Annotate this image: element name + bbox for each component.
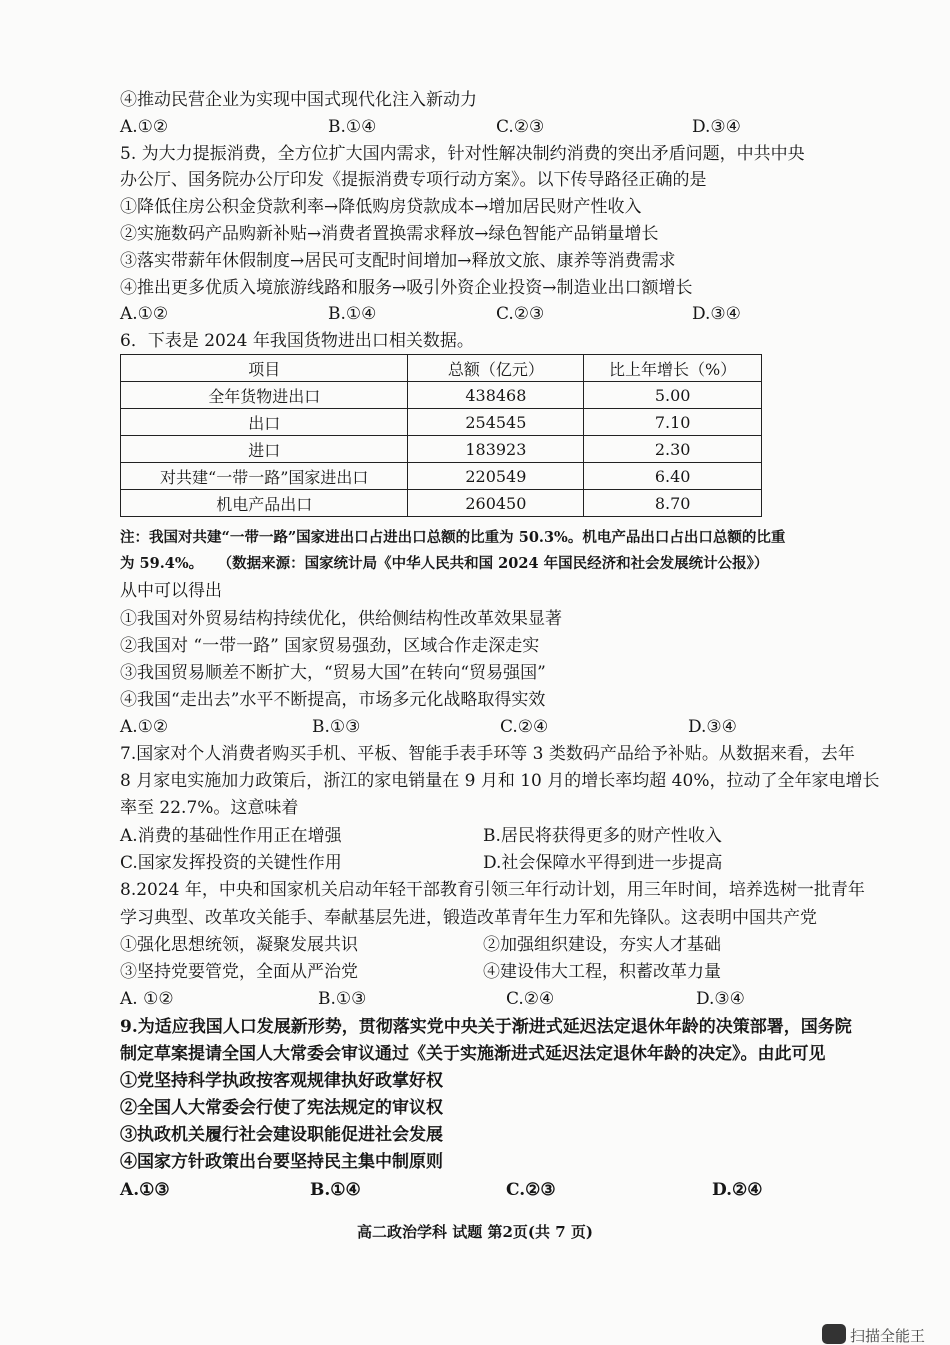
q8-option-b: B.①③ — [318, 989, 367, 1009]
table-cell: 7.10 — [584, 409, 762, 436]
q6-stem: 6．下表是 2024 年我国货物进出口相关数据。 — [120, 331, 474, 351]
q8-stem-line-1: 8.2024 年，中央和国家机关启动年轻干部教育引领三年行动计划，用三年时间，培养选树一批青年 — [120, 880, 865, 900]
table-cell: 183923 — [408, 436, 584, 463]
q6-item-2: ②我国对 “一带一路” 国家贸易强劲，区域合作走深走实 — [120, 636, 540, 656]
q5-stem-line-2: 办公厅、国务院办公厅印发《提振消费专项行动方案》。以下传导路径正确的是 — [120, 170, 707, 190]
q5-item-3: ③落实带薪年休假制度→居民可支配时间增加→释放文旅、康养等消费需求 — [120, 251, 676, 271]
q5-option-c: C.②③ — [496, 304, 545, 324]
table-cell: 6.40 — [584, 463, 762, 490]
table-cell: 438468 — [408, 382, 584, 409]
q6-lead: 从中可以得出 — [120, 581, 222, 601]
q8-item-1: ①强化思想统领，凝聚发展共识 — [120, 935, 358, 955]
trade-data-table — [120, 354, 762, 517]
scanner-logo-icon — [822, 1324, 846, 1344]
q7-stem-line-3: 率至 22.7%。这意味着 — [120, 798, 299, 818]
q9-item-4: ④国家方针政策出台要坚持民主集中制原则 — [120, 1152, 443, 1172]
q6-note-line-1: 注：我国对共建“一带一路”国家进出口占进出口总额的比重为 50.3%。机电产品出口占出口总额的比重 — [120, 529, 786, 546]
q6-item-4: ④我国“走出去”水平不断提高，市场多元化战略取得实效 — [120, 690, 546, 710]
q9-stem-line-1: 9.为适应我国人口发展新形势，贯彻落实党中央关于渐进式延迟法定退休年龄的决策部署，国务院 — [120, 1017, 852, 1037]
q9-item-1: ①党坚持科学执政按客观规律执好政掌好权 — [120, 1071, 443, 1091]
prev-option-c: C.②③ — [496, 117, 545, 137]
scanner-watermark-text: 扫描全能王 — [850, 1327, 926, 1345]
prev-option-a: A.①② — [120, 117, 169, 137]
q6-note-line-2: 为 59.4%。 （数据来源：国家统计局《中华人民共和国 2024 年国民经济和社会发展统计公报》） — [120, 555, 769, 572]
q8-item-2: ②加强组织建设，夯实人才基础 — [483, 935, 721, 955]
table-cell: 2.30 — [584, 436, 762, 463]
table-cell: 5.00 — [584, 382, 762, 409]
q9-item-2: ②全国人大常委会行使了宪法规定的审议权 — [120, 1098, 443, 1118]
q8-option-a: A. ①② — [120, 989, 174, 1009]
q8-option-c: C.②④ — [506, 989, 555, 1009]
q6-item-1: ①我国对外贸易结构持续优化，供给侧结构性改革效果显著 — [120, 609, 562, 629]
q6-option-a: A.①② — [120, 717, 169, 737]
q8-item-3: ③坚持党要管党，全面从严治党 — [120, 962, 358, 982]
scanner-watermark — [822, 1322, 950, 1345]
table-cell: 220549 — [408, 463, 584, 490]
q9-item-3: ③执政机关履行社会建设职能促进社会发展 — [120, 1125, 443, 1145]
q6-option-b: B.①③ — [312, 717, 361, 737]
q6-item-3: ③我国贸易顺差不断扩大，“贸易大国”在转向“贸易强国” — [120, 663, 546, 683]
q8-item-4: ④建设伟大工程，积蓄改革力量 — [483, 962, 721, 982]
q8-stem-line-2: 学习典型、改革攻关能手、奉献基层先进，锻造改革青年生力军和先锋队。这表明中国共产党 — [120, 908, 817, 928]
q5-option-b: B.①④ — [328, 304, 377, 324]
q9-option-a: A.①③ — [120, 1180, 170, 1200]
table-row — [121, 436, 762, 463]
table-cell: 进口 — [121, 436, 408, 463]
table-cell: 机电产品出口 — [121, 490, 408, 517]
prev-item-4: ④推动民营企业为实现中国式现代化注入新动力 — [120, 90, 477, 110]
q6-option-c: C.②④ — [500, 717, 549, 737]
q7-option-a: A.消费的基础性作用正在增强 — [120, 826, 342, 846]
q9-option-c: C.②③ — [506, 1180, 556, 1200]
table-row — [121, 382, 762, 409]
table-cell: 全年货物进出口 — [121, 382, 408, 409]
q7-option-c: C.国家发挥投资的关键性作用 — [120, 853, 342, 873]
q5-option-d: D.③④ — [692, 304, 741, 324]
table-header-total: 总额（亿元） — [408, 355, 584, 382]
table-cell: 出口 — [121, 409, 408, 436]
prev-option-d: D.③④ — [692, 117, 741, 137]
q9-stem-line-2: 制定草案提请全国人大常委会审议通过《关于实施渐进式延迟法定退休年龄的决定》。由此可见 — [120, 1044, 826, 1064]
table-row — [121, 490, 762, 517]
table-cell: 254545 — [408, 409, 584, 436]
table-cell: 8.70 — [584, 490, 762, 517]
q7-option-b: B.居民将获得更多的财产性收入 — [483, 826, 722, 846]
q7-stem-line-1: 7.国家对个人消费者购买手机、平板、智能手表手环等 3 类数码产品给予补贴。从数据来看，去年 — [120, 744, 855, 764]
q6-option-d: D.③④ — [688, 717, 737, 737]
table-cell: 260450 — [408, 490, 584, 517]
q5-item-1: ①降低住房公积金贷款利率→降低购房贷款成本→增加居民财产性收入 — [120, 197, 642, 217]
q9-option-d: D.②④ — [712, 1180, 763, 1200]
table-header-row — [121, 355, 762, 382]
q5-item-2: ②实施数码产品购新补贴→消费者置换需求释放→绿色智能产品销量增长 — [120, 224, 659, 244]
q8-option-d: D.③④ — [696, 989, 745, 1009]
page-footer: 高二政治学科 试题 第2页(共 7 页) — [357, 1223, 593, 1241]
table-row — [121, 463, 762, 490]
q7-stem-line-2: 8 月家电实施加力政策后，浙江的家电销量在 9 月和 10 月的增长率均超 40%，拉动了全年家电增长 — [120, 771, 880, 791]
q5-stem-line-1: 5. 为大力提振消费，全方位扩大国内需求，针对性解决制约消费的突出矛盾问题，中共中央 — [120, 144, 805, 164]
q5-item-4: ④推出更多优质入境旅游线路和服务→吸引外资企业投资→制造业出口额增长 — [120, 278, 693, 298]
table-header-item: 项目 — [121, 355, 408, 382]
prev-option-b: B.①④ — [328, 117, 377, 137]
table-cell: 对共建“一带一路”国家进出口 — [121, 463, 408, 490]
q5-option-a: A.①② — [120, 304, 169, 324]
q9-option-b: B.①④ — [310, 1180, 361, 1200]
table-header-growth: 比上年增长（%） — [584, 355, 762, 382]
q7-option-d: D.社会保障水平得到进一步提高 — [483, 853, 723, 873]
table-row — [121, 409, 762, 436]
